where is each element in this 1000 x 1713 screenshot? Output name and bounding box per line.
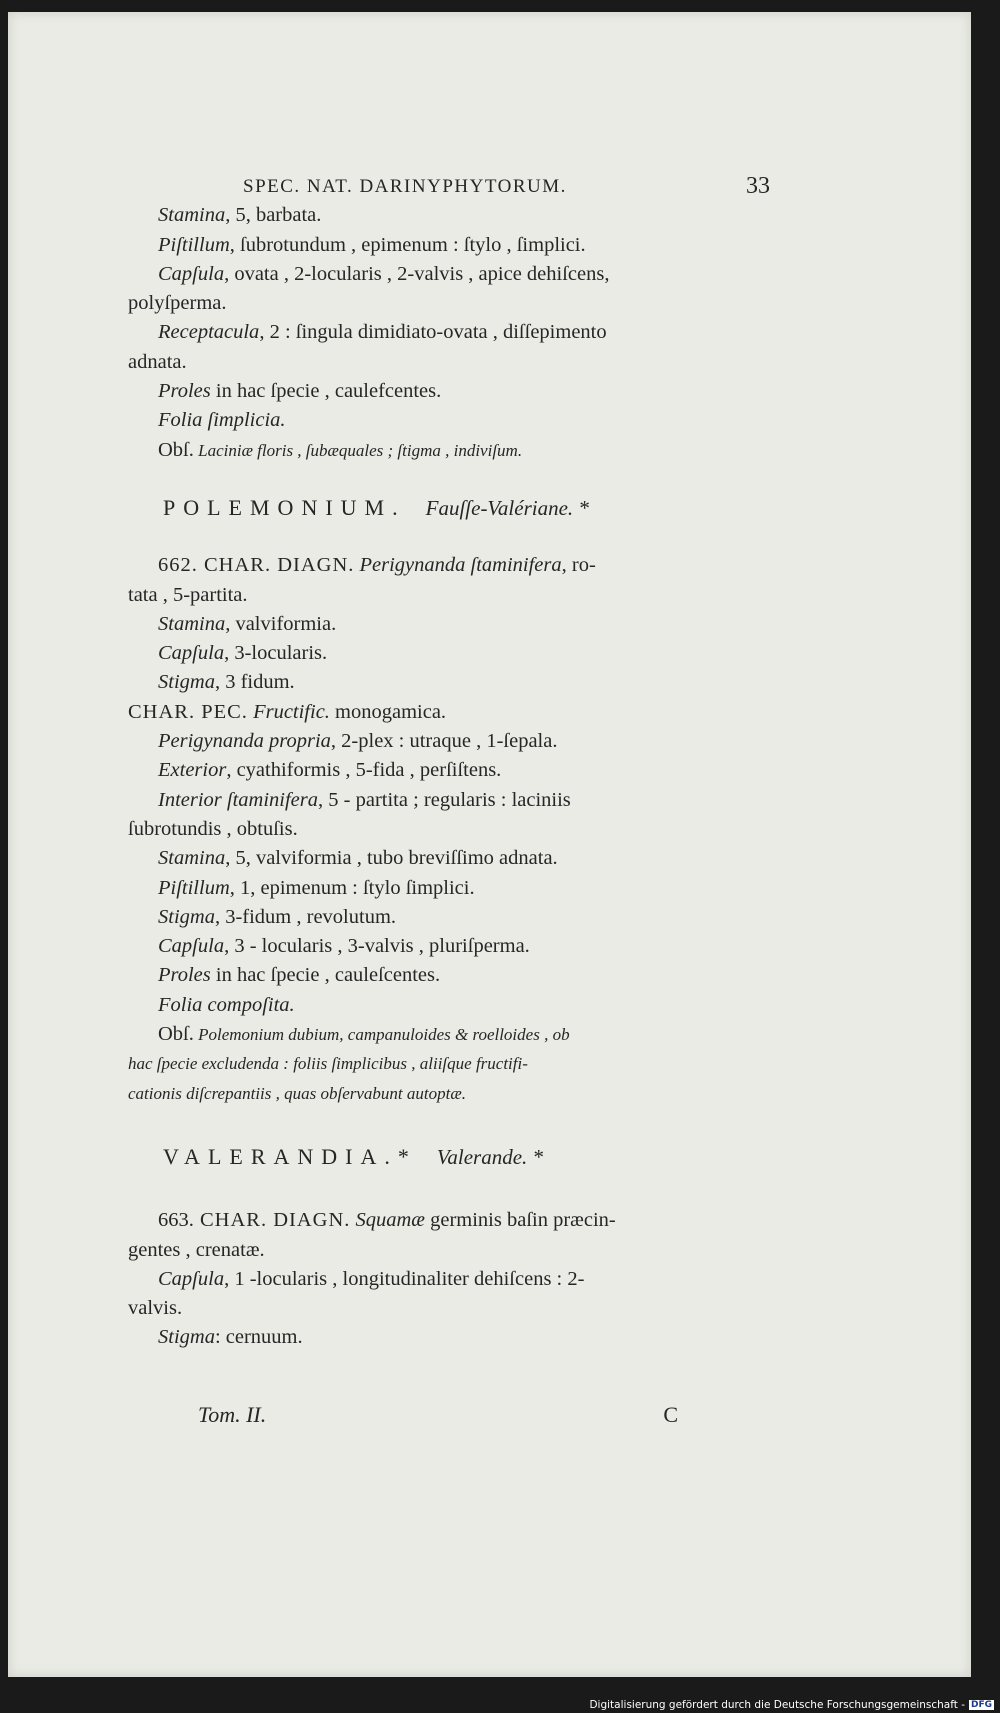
signature-mark: C bbox=[663, 1402, 678, 1427]
text-line: Capſula, ovata , 2-locularis , 2-valvis , apice dehiſcens, bbox=[158, 262, 610, 285]
running-title: SPEC. NAT. DARINYPHYTORUM. bbox=[243, 176, 567, 197]
text-line: Stigma, 3-fidum , revolutum. bbox=[158, 905, 397, 928]
observation-note-line: hac ſpecie excludenda : foliis ſimplicibus , aliiſque fructifi- bbox=[128, 1054, 528, 1074]
text-line: Proles in hac ſpecie , cauleſcentes. bbox=[158, 964, 441, 987]
text-line: Piſtillum, ſubrotundum , epimenum : ſtylo , ſimplici. bbox=[158, 233, 586, 256]
digitization-credit bbox=[589, 1699, 994, 1711]
dfg-logo-icon: DFG bbox=[970, 1700, 992, 1710]
text-line: adnata. bbox=[128, 350, 187, 373]
text-line: Stigma: cernuum. bbox=[158, 1326, 303, 1349]
text-line: 663. CHAR. DIAGN. Squamæ germinis baſin præcin- bbox=[158, 1209, 616, 1232]
page-text bbox=[128, 172, 770, 1353]
observation-note: Obſ. Laciniæ floris , ſubæquales ; ſtigma , indiviſum. bbox=[158, 438, 523, 461]
text-line: Exterior, cyathiformis , 5-fida , perſiſtens. bbox=[158, 759, 502, 782]
page-footer bbox=[198, 1402, 678, 1428]
page-number: 33 bbox=[746, 173, 770, 199]
text-line: gentes , crenatæ. bbox=[128, 1238, 265, 1261]
text-line: 662. CHAR. DIAGN. Perigynanda ſtaminifera, ro- bbox=[158, 554, 596, 577]
text-line: Stigma, 3 fidum. bbox=[158, 671, 295, 694]
text-line: tata , 5-partita. bbox=[128, 583, 248, 606]
text-line: Capſula, 3 - locularis , 3-valvis , pluriſperma. bbox=[158, 935, 530, 958]
genus-heading-valerandia: VALERANDIA.* Valerande. * bbox=[163, 1143, 544, 1169]
text-line: Folia compoſita. bbox=[158, 993, 295, 1016]
text-line: Interior ſtaminifera, 5 - partita ; regularis : laciniis bbox=[158, 788, 571, 811]
volume-label: Tom. II. bbox=[198, 1402, 267, 1427]
text-line: polyſperma. bbox=[128, 292, 227, 315]
text-line: Folia ſimplicia. bbox=[158, 409, 286, 432]
text-line: CHAR. PEC. Fructific. monogamica. bbox=[128, 700, 447, 723]
text-line: Receptacula, 2 : ſingula dimidiato-ovata , diſſepimento bbox=[158, 321, 607, 344]
book-page bbox=[8, 12, 971, 1677]
text-line: ſubrotundis , obtuſis. bbox=[128, 817, 298, 840]
text-line: Proles in hac ſpecie , caulefcentes. bbox=[158, 380, 442, 403]
observation-note-line: cationis diſcrepantiis , quas obſervabunt autoptæ. bbox=[128, 1083, 466, 1103]
credit-text: Digitalisierung gefördert durch die Deutsche Forschungsgemeinschaft - bbox=[589, 1699, 965, 1711]
text-line: Capſula, 1 -locularis , longitudinaliter dehiſcens : 2- bbox=[158, 1267, 585, 1290]
text-line: Capſula, 3-locularis. bbox=[158, 642, 328, 665]
observation-note: Obſ. Polemonium dubium, campanuloides & roelloides , ob bbox=[158, 1023, 570, 1046]
genus-heading-polemonium: POLEMONIUM. Fauſſe-Valériane. * bbox=[163, 494, 589, 520]
text-line: Perigynanda propria, 2-plex : utraque , 1-ſepala. bbox=[158, 730, 558, 753]
text-line: Piſtillum, 1, epimenum : ſtylo ſimplici. bbox=[158, 876, 475, 899]
text-line: Stamina, valviformia. bbox=[158, 612, 337, 635]
text-line: Stamina, 5, valviformia , tubo breviſſimo adnata. bbox=[158, 847, 558, 870]
text-line: valvis. bbox=[128, 1297, 183, 1320]
running-header bbox=[128, 172, 770, 201]
text-line: Stamina, 5, barbata. bbox=[158, 204, 322, 227]
